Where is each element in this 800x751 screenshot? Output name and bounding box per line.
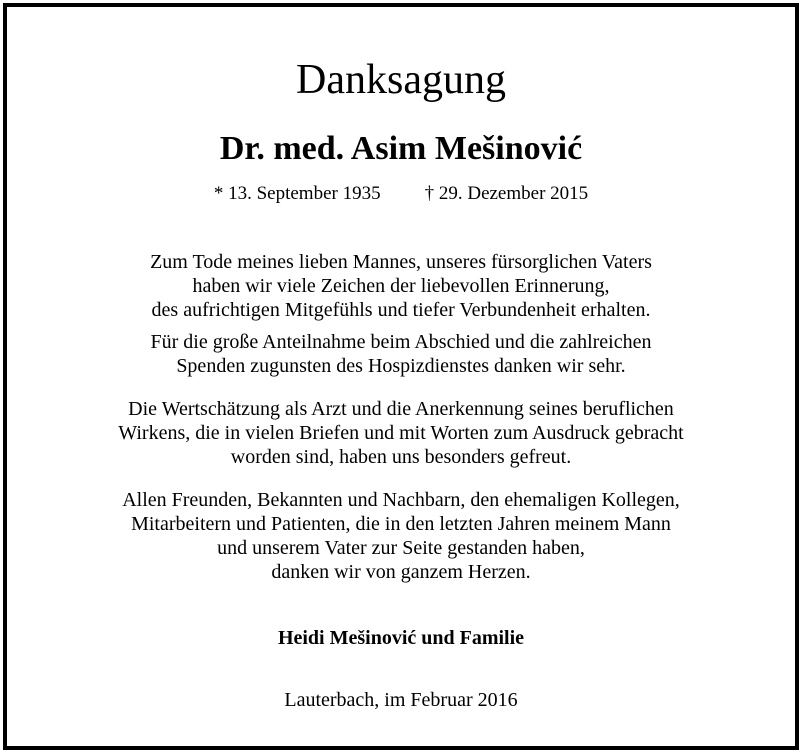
deceased-name: Dr. med. Asim Mešinović [219,130,583,167]
death-date: † 29. Dezember 2015 [424,183,589,204]
paragraph-appreciation [7,397,795,469]
text-line: Für die große Anteilnahme beim Abschied und die zahlreichen [150,331,652,353]
text-line: danken wir von ganzem Herzen. [271,561,531,583]
text-line: Die Wertschätzung als Arzt und die Anerkennung seines beruflichen [128,398,674,420]
text-line: Mitarbeitern und Patienten, die in den letzten Jahren meinem Mann [131,513,671,535]
signature: Heidi Mešinović und Familie [277,627,525,649]
text-line: und unserem Vater zur Seite gestanden haben, [217,537,585,559]
paragraph-donations [7,330,795,378]
text-line: Zum Tode meines lieben Mannes, unseres fürsorglichen Vaters [150,251,652,273]
notice-title: Danksagung [296,57,506,103]
paragraph-thanks [7,488,795,584]
paragraph-condolences [7,250,795,322]
text-line: Wirkens, die in vielen Briefen und mit Worten zum Ausdruck gebracht [118,422,684,444]
text-line: Spenden zugunsten des Hospizdienstes danken wir sehr. [176,355,626,377]
text-line: Allen Freunden, Bekannten und Nachbarn, den ehemaligen Kollegen, [122,489,680,511]
text-line: worden sind, haben uns besonders gefreut. [230,446,572,468]
text-line: des aufrichtigen Mitgefühls und tiefer Verbundenheit erhalten. [151,299,651,321]
notice-border [3,3,799,750]
birth-date: * 13. September 1935 [213,183,381,204]
place-date: Lauterbach, im Februar 2016 [284,689,518,711]
text-line: haben wir viele Zeichen der liebevollen Erinnerung, [192,275,610,297]
life-dates [7,182,795,206]
